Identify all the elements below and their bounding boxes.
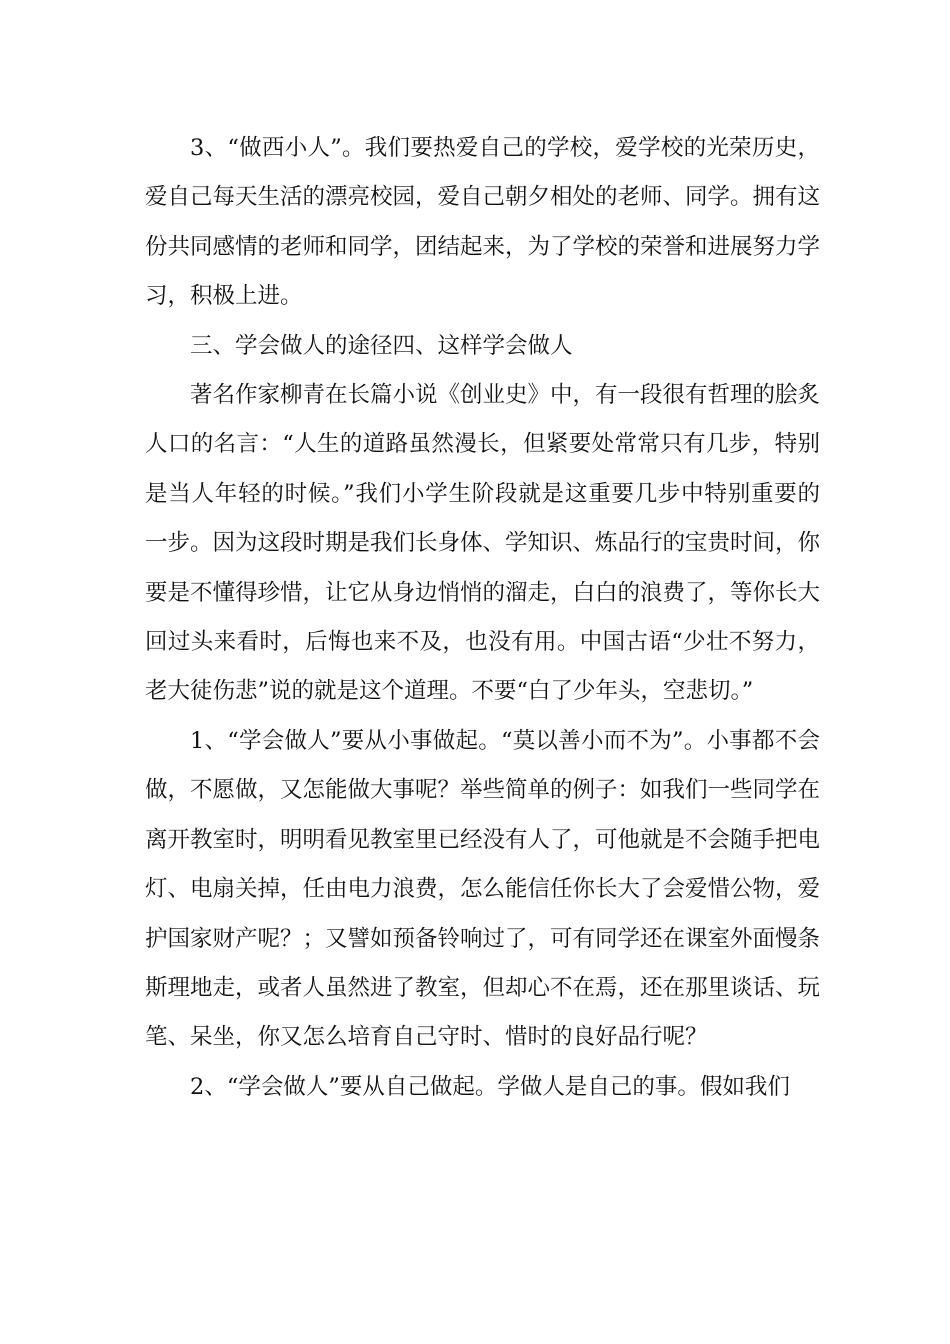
paragraph-start-self: 2、“学会做人”要从自己做起。学做人是自己的事。假如我们 (190, 1073, 790, 1100)
paragraph-liu-qing-quote: 著名作家柳青在长篇小说《创业史》中，有一段很有哲理的脍炙人口的名言：“人生的道路虽然漫长，但紧要处常常只有几步，特别是当人年轻的时候。”我们小学生阶段就是这重要几步中特别重要的一步。因为这段时期是我们长身体、学知识、炼品行的宝贵时间，你要是不懂得珍惜，让它从身边悄悄的溜走，白白的浪费了，等你长大回过头来看时，后悔也来不及，也没有用。中国古语“少壮不努力，老大徒伤悲”说的就是这个道理。不要“白了少年头，空悲切。” (145, 382, 821, 705)
paragraph-love-school: 3、“做西小人”。我们要热爱自己的学校，爱学校的光荣历史，爱自己每天生活的漂亮校园，爱自己朝夕相处的老师、同学。拥有这份共同感情的老师和同学，团结起来，为了学校的荣誉和进展努力学习，积极上进。 (145, 135, 821, 310)
document-body (145, 124, 820, 1112)
paragraph-section-heading: 三、学会做人的途径四、这样学会做人 (190, 332, 573, 359)
paragraph-start-small: 1、“学会做人”要从小事做起。“莫以善小而不为”。小事都不会做，不愿做，又怎能做大事呢？举些简单的例子：如我们一些同学在离开教室时，明明看见教室里已经没有人了，可他就是不会随手把电灯、电扇关掉，任由电力浪费，怎么能信任你长大了会爱惜公物，爱护国家财产呢？；又譬如预备铃响过了，可有同学还在课室外面慢条斯理地走，或者人虽然进了教室，但却心不在焉，还在那里谈话、玩笔、呆坐，你又怎么培育自己守时、惜时的良好品行呢？ (145, 727, 821, 1051)
